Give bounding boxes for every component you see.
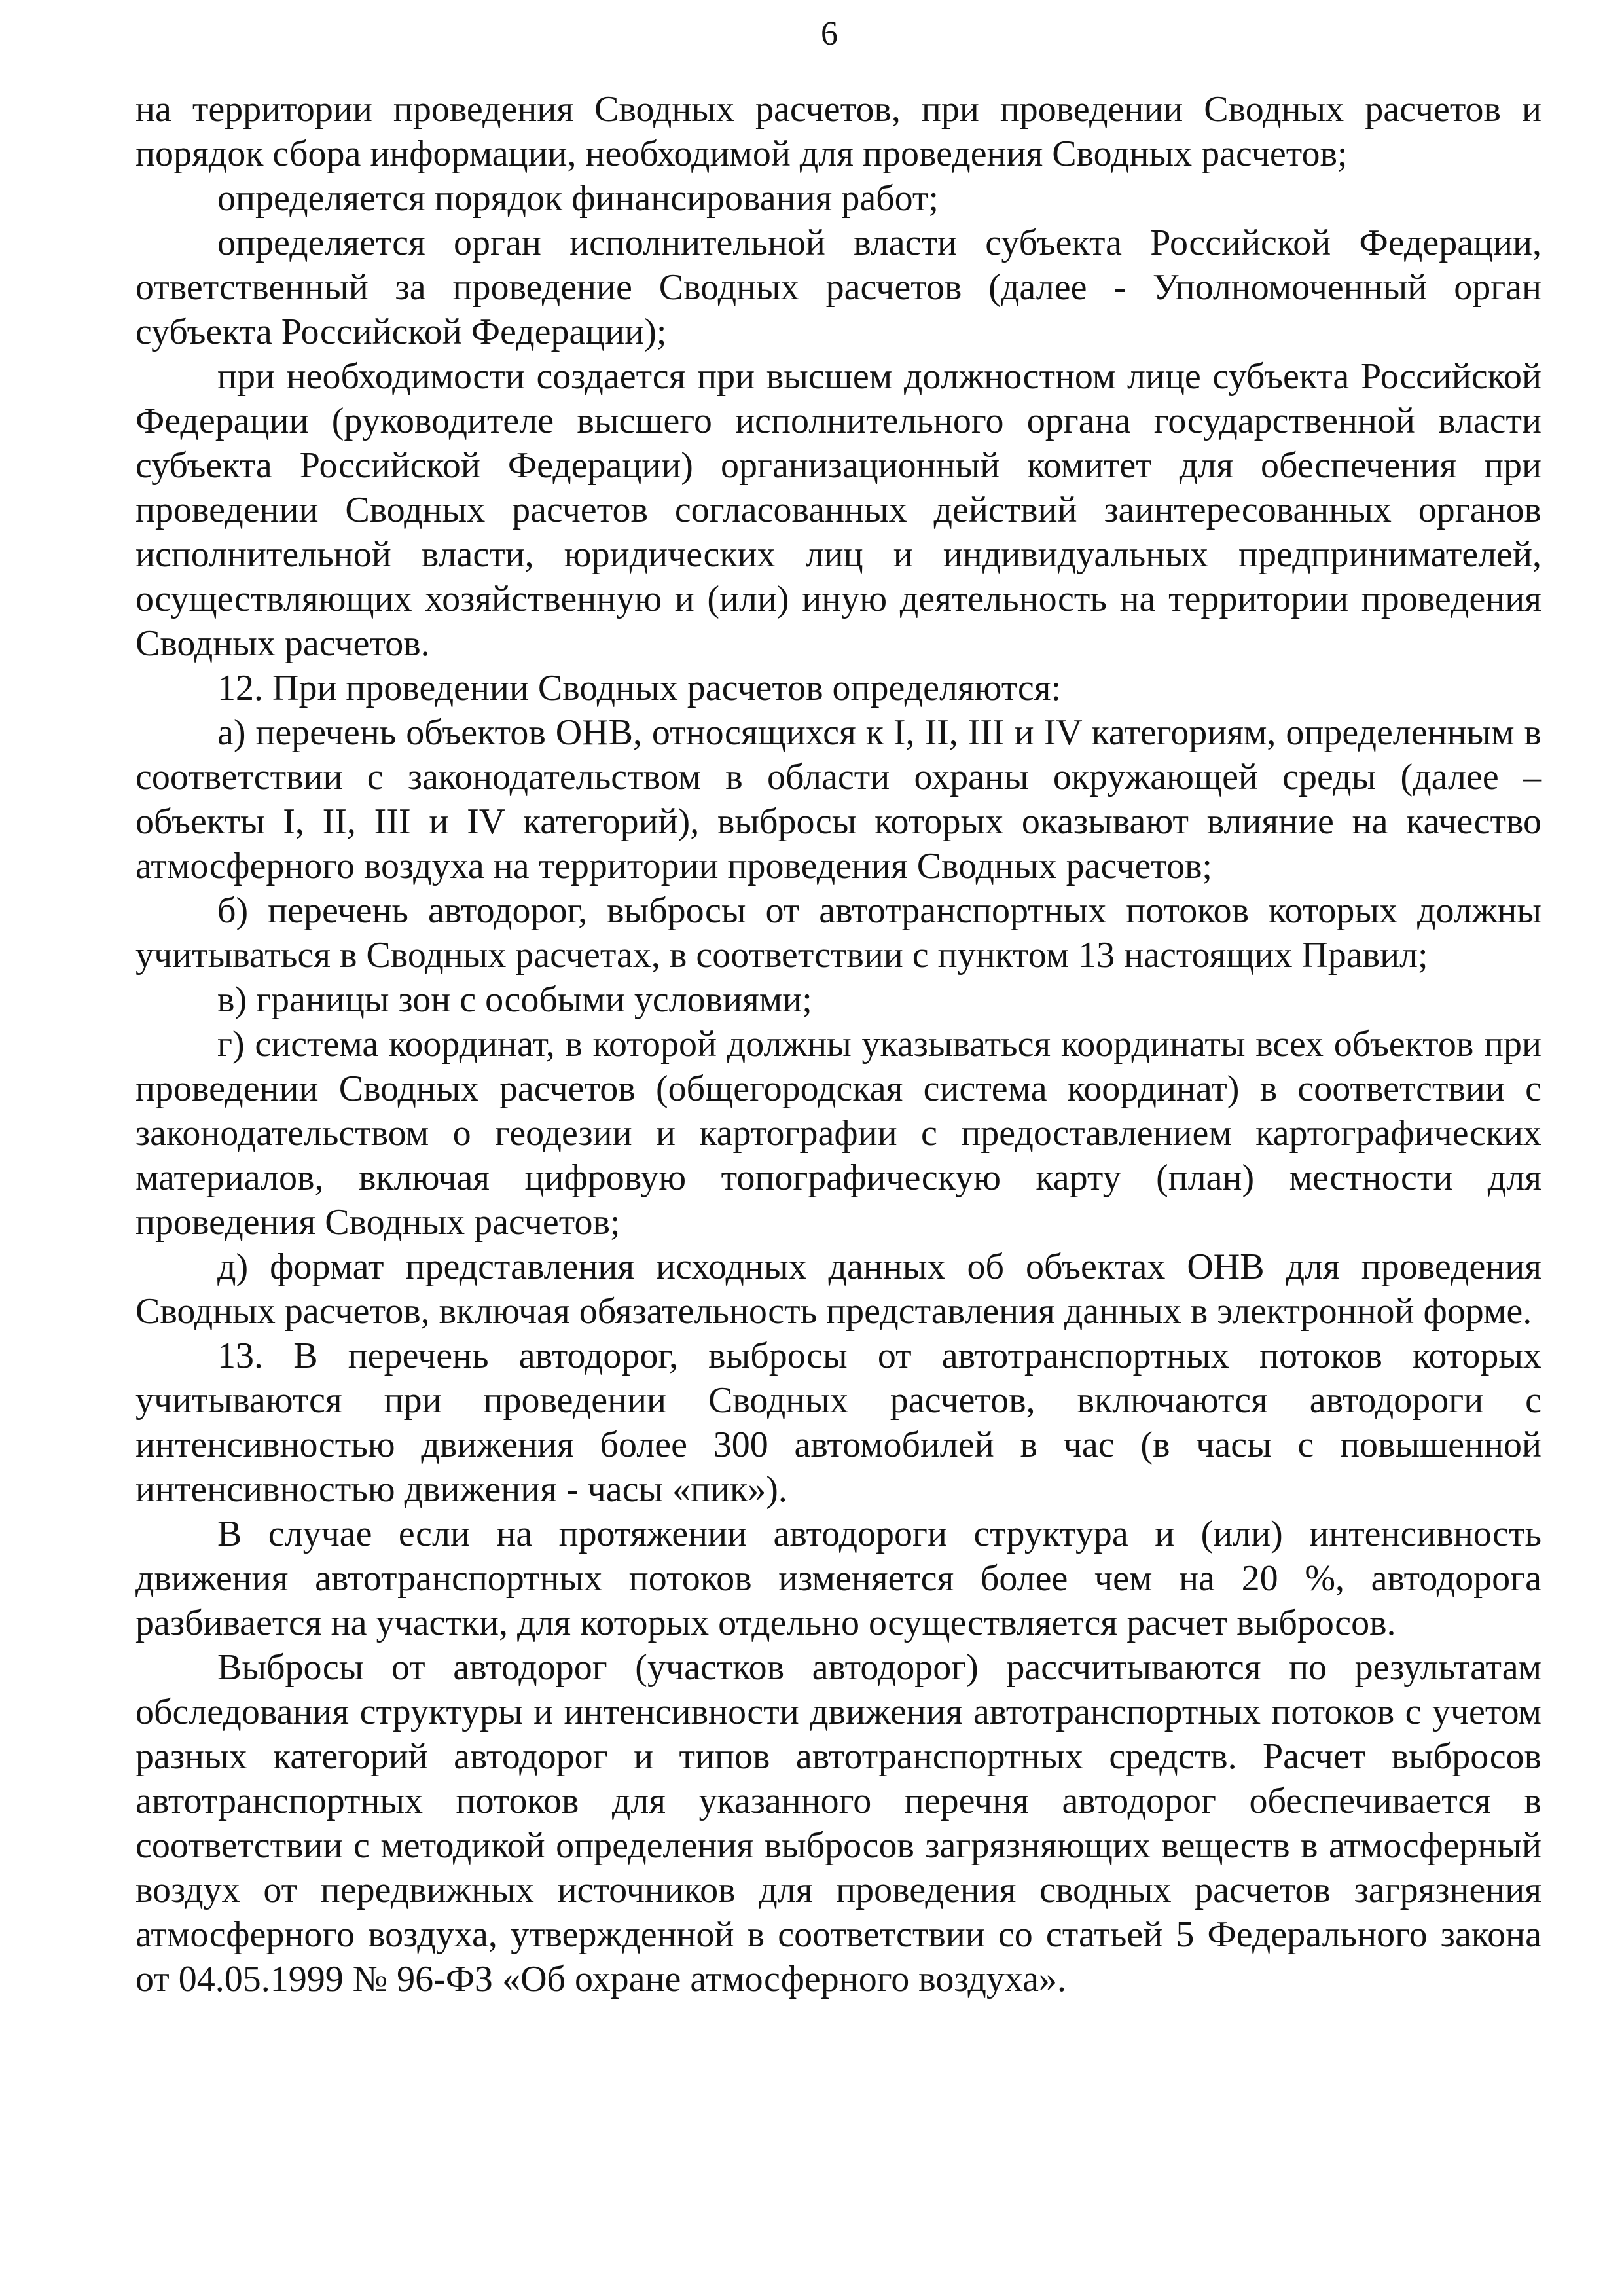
section-heading-12: 12. При проведении Сводных расчетов определяются: — [217, 668, 1062, 708]
page-number: 6 — [821, 15, 838, 52]
list-item-g: г) система координат, в которой должны указываться координаты всех объектов при проведении Сводных расчетов (общегородская система координат) в соответствии с законодательством о геодезии и картографии с предоставлением картографических материалов, включая цифровую топографическую карту (план) местности для проведения Сводных расчетов; — [135, 1024, 1541, 1243]
paragraph: на территории проведения Сводных расчетов, при проведении Сводных расчетов и порядок сбора информации, необходимой для проведения Сводных расчетов; — [135, 89, 1541, 174]
paragraph: определяется порядок финансирования работ; — [217, 178, 939, 219]
list-item-b: б) перечень автодорог, выбросы от автотранспортных потоков которых должны учитываться в Сводных расчетах, в соответствии с пунктом 13 настоящих Правил; — [135, 890, 1541, 975]
paragraph: Выбросы от автодорог (участков автодорог) рассчитываются по результатам обследования структуры и интенсивности движения автотранспортных потоков с учетом разных категорий автодорог и типов автотранспортных средств. Расчет выбросов автотранспортных потоков для указанного перечня автодорог обеспечивается в соответствии с методикой определения выбросов загрязняющих веществ в атмосферный воздух от передвижных источников для проведения сводных расчетов загрязнения атмосферного воздуха, утвержденной в соответствии со статьей 5 Федерального закона от 04.05.1999 № 96-ФЗ «Об охране атмосферного воздуха». — [135, 1647, 1541, 1999]
document-body — [135, 87, 1541, 2001]
paragraph: определяется орган исполнительной власти субъекта Российской Федерации, ответственный за проведение Сводных расчетов (далее - Уполномоченный орган субъекта Российской Федерации); — [135, 223, 1541, 352]
paragraph: В случае если на протяжении автодороги структура и (или) интенсивность движения автотранспортных потоков изменяется более чем на 20 %, автодорога разбивается на участки, для которых отдельно осуществляется расчет выбросов. — [135, 1514, 1541, 1643]
paragraph: при необходимости создается при высшем должностном лице субъекта Российской Федерации (руководителе высшего исполнительного органа государственной власти субъекта Российской Федерации) организационный комитет для обеспечения при проведении Сводных расчетов согласованных действий заинтересованных органов исполнительной власти, юридических лиц и индивидуальных предпринимателей, осуществляющих хозяйственную и (или) иную деятельность на территории проведения Сводных расчетов. — [135, 356, 1541, 664]
list-item-a: а) перечень объектов ОНВ, относящихся к I, II, III и IV категориям, определенным в соответствии с законодательством в области охраны окружающей среды (далее – объекты I, II, III и IV категорий), выбросы которых оказывают влияние на качество атмосферного воздуха на территории проведения Сводных расчетов; — [135, 712, 1541, 886]
section-13: 13. В перечень автодорог, выбросы от автотранспортных потоков которых учитываются при проведении Сводных расчетов, включаются автодороги с интенсивностью движения более 300 автомобилей в час (в часы с повышенной интенсивностью движения - часы «пик»). — [135, 1336, 1541, 1510]
list-item-d: д) формат представления исходных данных об объектах ОНВ для проведения Сводных расчетов, включая обязательность представления данных в электронной форме. — [135, 1247, 1541, 1332]
list-item-v: в) границы зон с особыми условиями; — [217, 979, 812, 1020]
